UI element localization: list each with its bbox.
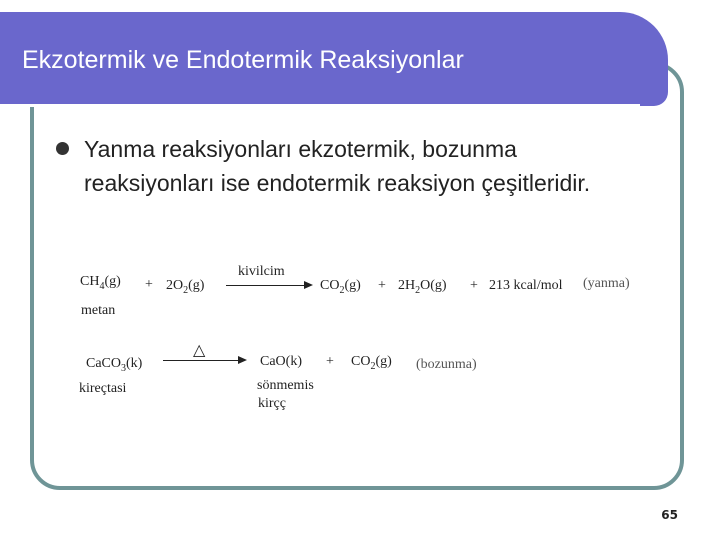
- reaction-2-product-1: CaO(k): [260, 354, 302, 369]
- reaction-1-label: (yanma): [583, 276, 630, 291]
- reaction-1-reactant-2: $2O_2(g)$: [166, 278, 205, 296]
- reaction-2-reactant: CaCO$_3$(k): [86, 356, 143, 374]
- slide-title: Ekzotermik ve Endotermik Reaksiyonlar: [22, 46, 464, 74]
- bullet-text: Yanma reaksiyonları ekzotermik, bozunma reaksiyonları ise endotermik reaksiyon çeşitleridir.: [84, 136, 591, 196]
- reaction-2-reactant-name: kireçtasi: [79, 381, 127, 396]
- reaction-2-label: (bozunma): [416, 357, 477, 372]
- reaction-1-reactant-name: metan: [81, 303, 116, 318]
- reaction-1-product-1: $CO_2(g)$: [320, 278, 361, 296]
- reaction-1-plus-1: +: [145, 277, 153, 292]
- reaction-2-product-name-line-2: kirçç: [258, 396, 286, 411]
- reaction-1-plus-3: +: [470, 278, 478, 293]
- delta-icon: △: [193, 342, 206, 359]
- reaction-2-plus: +: [326, 354, 334, 369]
- reaction-1-plus-2: +: [378, 278, 386, 293]
- reaction-2-arrow-head-icon: [238, 356, 247, 364]
- title-underline: [0, 104, 640, 107]
- reaction-2-product-2: $CO_2(g)$: [351, 354, 392, 372]
- title-bar: [0, 12, 668, 106]
- reaction-1-arrow-line: [226, 285, 306, 286]
- page-number: 65: [661, 508, 678, 522]
- bullet-dot-icon: [56, 142, 69, 155]
- reaction-2-arrow-line: [163, 360, 239, 361]
- reaction-1-condition: kivilcim: [238, 264, 285, 279]
- reaction-1-product-2: $2H_2O(g)$: [398, 278, 447, 296]
- reaction-1-arrow-head-icon: [304, 281, 313, 289]
- reaction-2-product-name-line-1: sönmemis: [257, 378, 314, 393]
- reaction-1-energy: 213 kcal/mol: [489, 278, 563, 293]
- reaction-1-reactant-1: $CH_4(g)$: [80, 274, 121, 292]
